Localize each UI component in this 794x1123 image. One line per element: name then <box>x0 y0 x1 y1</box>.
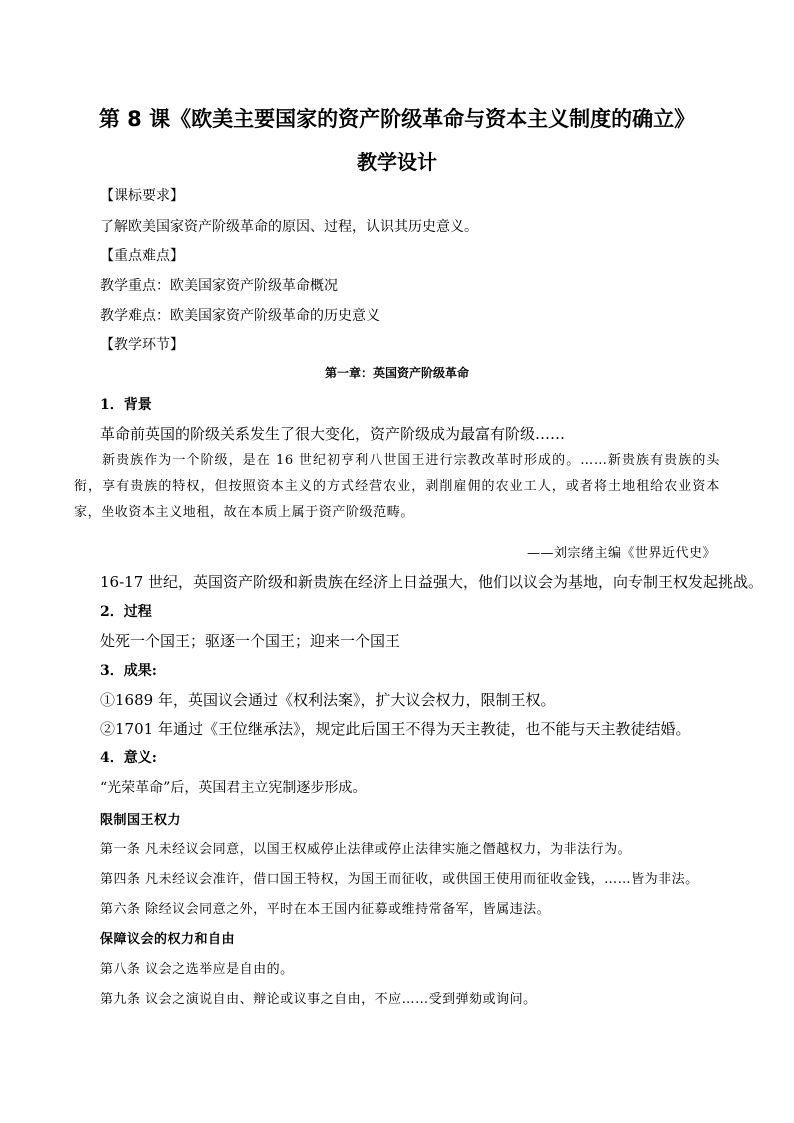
document-title: 第 8 课《欧美主要国家的资产阶级革命与资本主义制度的确立》 <box>98 107 696 131</box>
bill-article-1: 第一条 凡未经议会同意，以国王权威停止法律或停止法律实施之僭越权力，为非法行为。 <box>100 842 632 857</box>
process-heading: 2．过程 <box>100 604 152 620</box>
bill-article-6: 第六条 除经议会同意之外，平时在本王国内征募或维持常备军，皆属违法。 <box>100 902 551 917</box>
curriculum-heading: 【课标要求】 <box>100 188 184 204</box>
key-points-heading: 【重点难点】 <box>100 248 184 264</box>
chapter-title: 第一章：英国资产阶级革命 <box>324 366 469 380</box>
results-heading: 3．成果: <box>100 663 157 679</box>
significance-heading: 4．意义: <box>100 750 157 766</box>
significance-text: “光荣革命”后，英国君主立宪制逐步形成。 <box>100 780 367 796</box>
results-item-1: ①1689 年，英国议会通过《权利法案》，扩大议会权力，限制王权。 <box>100 691 556 709</box>
curriculum-text: 了解欧美国家资产阶级革命的原因、过程，认识其历史意义。 <box>100 219 478 235</box>
process-text: 处死一个国王；驱逐一个国王；迎来一个国王 <box>100 632 401 650</box>
document-subtitle: 教学设计 <box>357 150 437 174</box>
teaching-focus: 教学重点：欧美国家资产阶级革命概况 <box>100 278 338 294</box>
teaching-difficulty: 教学难点：欧美国家资产阶级革命的历史意义 <box>100 308 380 324</box>
bill-article-4: 第四条 凡未经议会准许，借口国王特权，为国王而征收，或供国王使用而征收金钱，……皆为非法。 <box>100 872 699 887</box>
quote-source: ——刘宗绪主编《世界近代史》 <box>526 546 716 561</box>
limit-power-heading: 限制国王权力 <box>100 813 182 828</box>
bill-article-8: 第八条 议会之选举应是自由的。 <box>100 962 294 977</box>
background-quote: 新贵族作为一个阶级，是在 16 世纪初亨利八世国王进行宗教改革时形成的。……新贵族有贵族的头衔，享有贵族的特权，但按照资本主义的方式经营农业，剥削雇佣的农业工人，或者将土地租给农业资本家，坐收资本主义地租，故在本质上属于资产阶级范畴。 <box>74 453 720 520</box>
background-intro: 革命前英国的阶级关系发生了很大变化，资产阶级成为最富有阶级…… <box>100 425 566 443</box>
parliament-rights-heading: 保障议会的权力和自由 <box>100 932 236 947</box>
results-item-2: ②1701 年通过《王位继承法》，规定此后国王不得为天主教徒，也不能与天主教徒结婚。 <box>100 720 691 738</box>
bill-article-9: 第九条 议会之演说自由、辩论或议事之自由，不应……受到弹劾或询问。 <box>100 992 537 1007</box>
teaching-heading: 【教学环节】 <box>100 337 184 353</box>
background-summary: 16-17 世纪，英国资产阶级和新贵族在经济上日益强大，他们以议会为基地，向专制王权发起挑战。 <box>100 573 764 591</box>
background-heading: 1．背景 <box>100 397 152 413</box>
